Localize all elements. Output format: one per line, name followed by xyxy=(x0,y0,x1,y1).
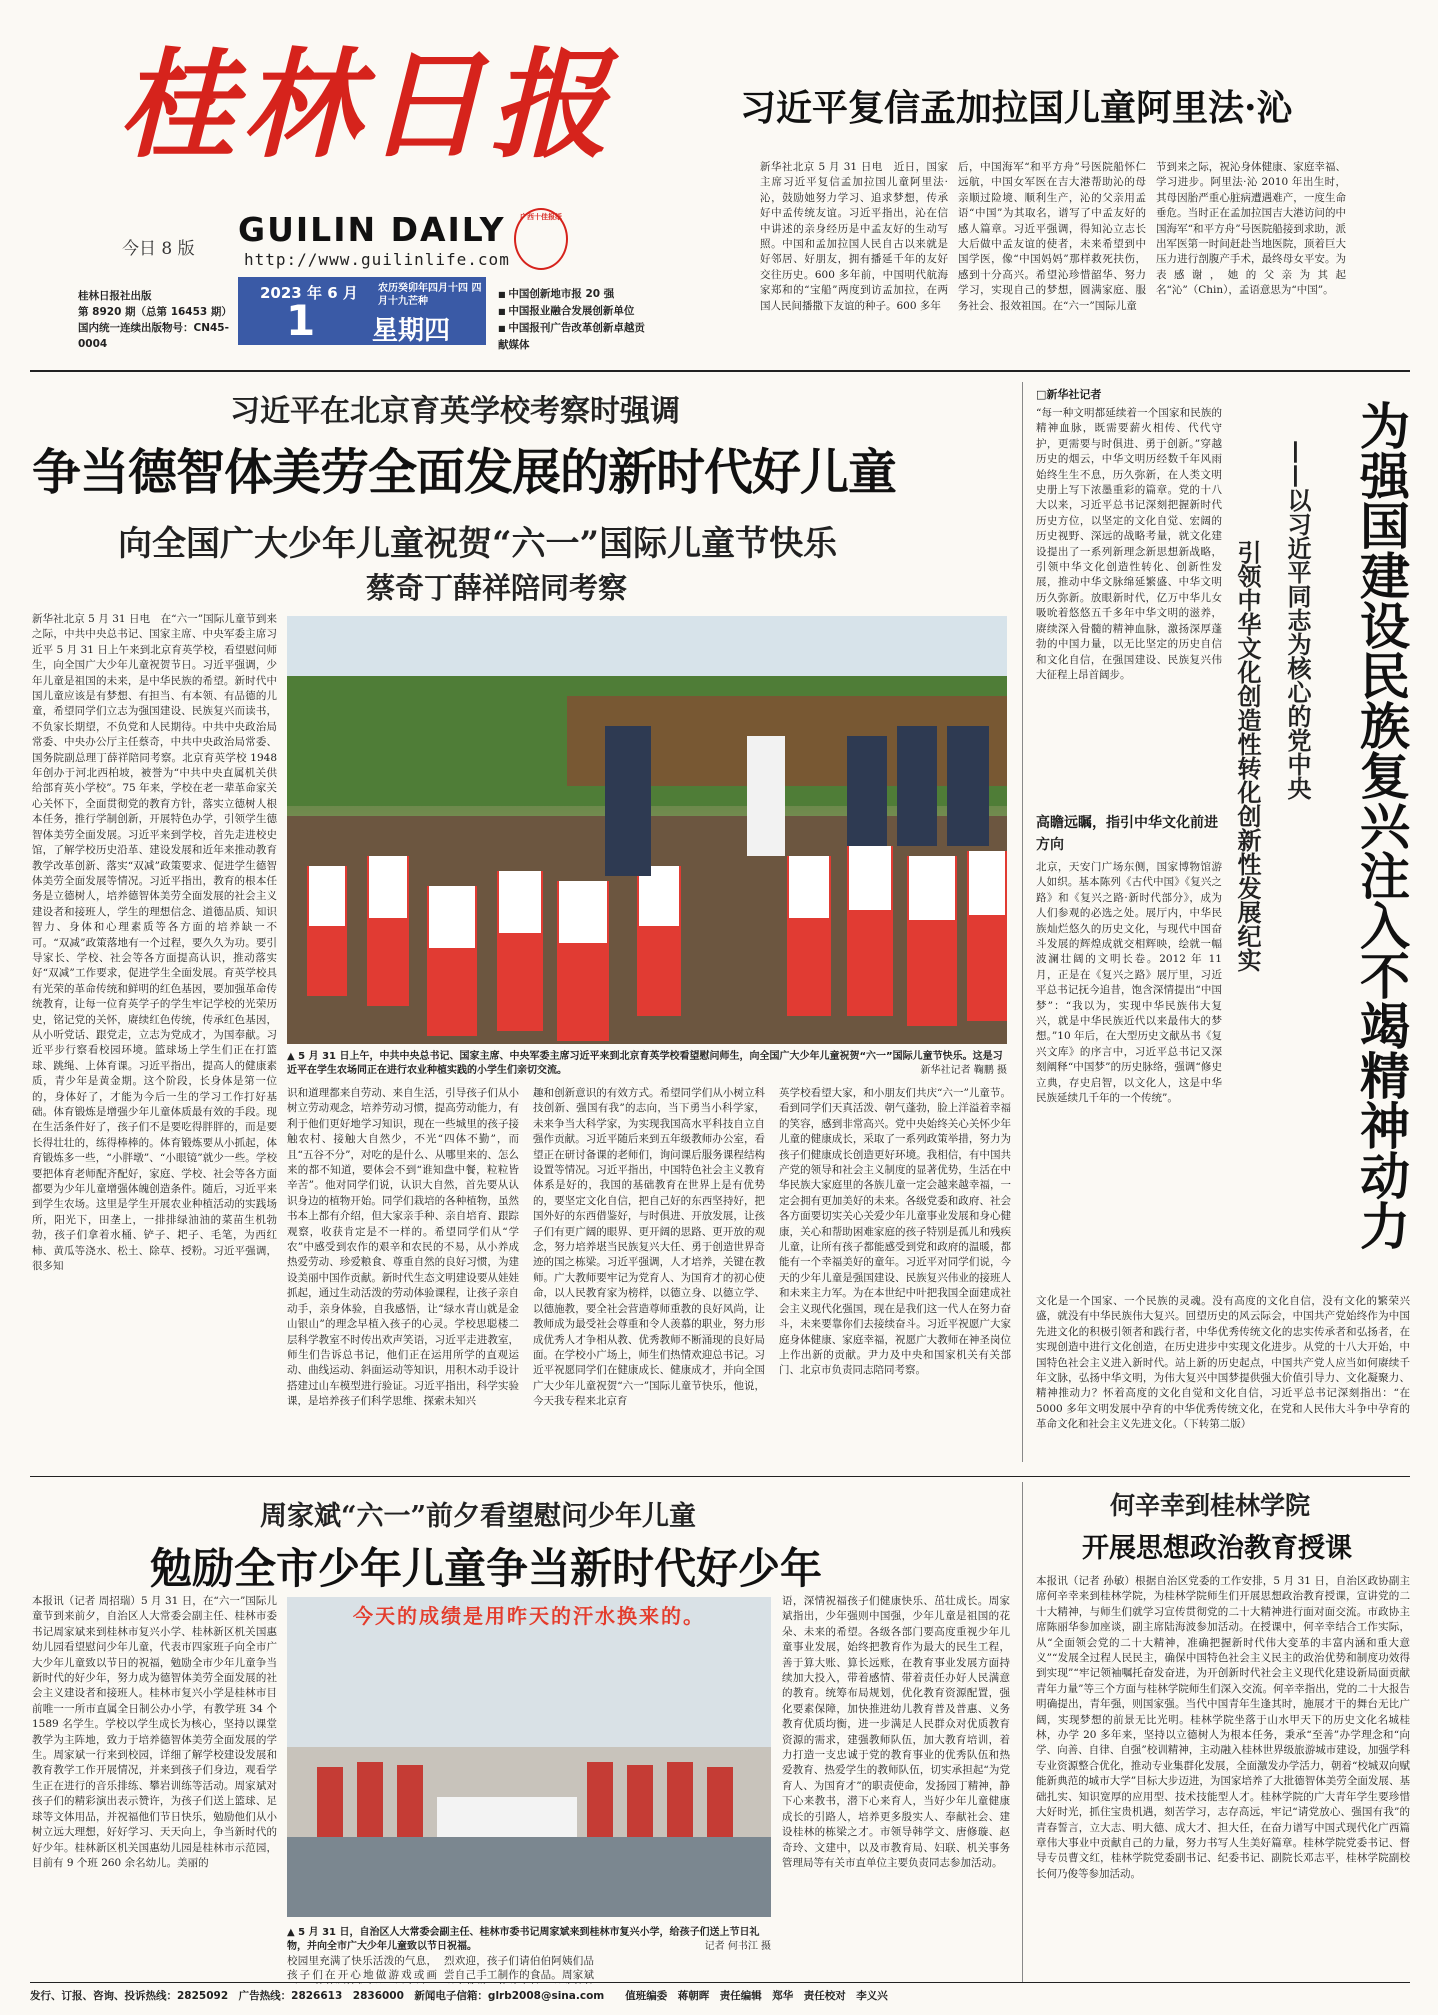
photo-credit: 新华社记者 鞠鹏 摄 xyxy=(920,1065,1007,1076)
badge-label: 广西十佳报纸 xyxy=(520,213,562,221)
lead-col1: 新华社北京 5 月 31 日电 在“六一”国际儿童节到来之际，中共中央总书记、国家主席、中央军委主席习近平 5 月 31 日上午来到北京育英学校，看望慰问师生，向全国广大少年儿童祝贺节日。习近平强调，少年儿童是祖国的未来，是中华民族的希望。新时代中国儿童应该是有梦想、有担当、有本领、有品德的儿童，希望同学们立志为强国建设、民族复兴而读书，不负家长期望，不负党和人民期待。中共中央政治局常委、中央办公厅主任蔡奇，中共中央政治局常委、国务院副总理丁薛祥陪同考察。北京育英学校 1948 年创办于河北西柏坡，被誉为“中共中央直属机关供给部育英小学校”。75 年来，学校在老一辈革命家关心关怀下，全面贯彻党的教育方针，落实立德树人根本任务，推行学制创新，开展特色办学，引领学生德智体美劳全面发展。习近平来到学校，首先走进校史馆，了解学校历史沿革、建设发展和近年来推动教育教学改革创新、落实“双减”政策要求、促进学生德智体美劳全面发展等情况。习近平指出，教育的根本任务是立德树人，培养德智体美劳全面发展的社会主义建设者和接班人，学生的理想信念、道德品质、知识智力、身体和心理素质等各方面的培养缺一不可。“双减”政策落地有一个过程，要久久为功。要引导家长、学校、社会等各方面提高认识，推动落实好“双减”工作要求，促进学生全面发展。育英学校具有光荣的革命传统和鲜明的红色基因，要加强革命传统教育，让每一位育英学子的学生牢记学校的光荣历史，铭记党的关怀，赓续红色传统，传承红色基因，从小听党话、跟党走，立志为党成才，为国奉献。习近平步行察看校园环境。篮球场上学生们正在打篮球、跳绳、上体育课。习近平指出，提高人的健康素质，青少年是黄金期。这个阶段，长身体是第一位的，身体好了，才能为今后一生的学习工作打好基础。体育锻炼是增强少年儿童体质最有效的手段。现在生活条件好了，孩子们不是要吃得胖胖的，而是要长得壮壮的，练得棒棒的。体育锻炼要从小抓起，体育锻炼多一些，“小胖墩”、“小眼镜”就少一些。学校要把体育老师配齐配好，家庭、学校、社会等各方面都要为少年儿童增强体魄创造条件。随后，习近平来到学生农场。这里是学生开展农业种植活动的实践场所，阳光下，田垄上，一排排绿油油的菜苗生机勃勃，孩子们拿着水桶、铲子、耙子、毛笔，为西红柿、黄瓜等浇水、松土、除草、授粉。习近平强调，很多知 xyxy=(32,613,277,1273)
lead-companions: 蔡奇丁薛祥陪同考察 xyxy=(366,571,628,605)
caption-text: ▲ 5 月 31 日，自治区人大常委会副主任、桂林市委书记周家斌来到桂林市复兴小学，给孩子们送上节日礼物，并向全市广大少年儿童致以节日祝福。 xyxy=(287,1927,760,1952)
top-story-col3: 节到来之际，祝沁身体健康、家庭幸福、学习进步。阿里法·沁 2010 年出生时，其母因胎严重心脏病遭遇难产，一度生命垂危。当时正在孟加拉国吉大港访问的中国海军“和平方舟”号医院船接到求助，派出军医第一时间赶赴当地医院，顶着巨大压力进行剖腹产手术，最终母女平安。为表感谢，她的父亲为其起名“沁”（Chin），孟语意思为“中国”。 xyxy=(1156,161,1346,297)
date-year-month: 2023 年 6 月 xyxy=(260,284,358,302)
feature-col2: 北京，天安门广场东侧，国家博物馆游人如织。基本陈列《古代中国》《复兴之路》和《复兴之路·新时代部分》，成为人们参观的必选之处。展厅内，中华民族灿烂悠久的历史文化，与现代中国奋斗发展的辉煌成就交相辉映，绘就一幅波澜壮阔的文明长卷。2012 年 11 月，正是在《复兴之路》展厅里，习近平总书记抚今追昔，饱含深情提出“中国梦”：“我以为，实现中华民族伟大复兴，就是中华民族近代以来最伟大的梦想。”10 年后，在大型历史文献丛书《复兴文库》的序言中，习近平总书记又深刻阐释“中国梦”的历史脉络，强调“修史立典，存史启智，以文化人，这是中华民族延续几千年的一个传统”。 xyxy=(1036,861,1222,1105)
footer-divider xyxy=(30,1982,1410,1983)
feature-wide-text: 文化是一个国家、一个民族的灵魂。没有高度的文化自信，没有文化的繁荣兴盛，就没有中华民族伟大复兴。回望历史的风云际会，中国共产党始终作为中国先进文化的积极引领者和践行者，中华优秀传统文化的忠实传承者和弘扬者，在实现创造中进行文化创造，在历史进步中实现文化进步。从党的十八大开始，中国特色社会主义进入新时代。站上新的历史起点，中国共产党人应当如何赓续千年文脉，弘扬中华文明，为伟大复兴中国梦提供强大价值引导力、文化凝聚力、精神推动力？怀着高度的文化自觉和文化自信，习近平总书记深刻指出：“在 5000 多年文明发展中孕育的中华优秀传统文化，在党和人民伟大斗争中孕育的革命文化和社会主义先进文化。（下转第二版） xyxy=(1036,1295,1410,1431)
honors-list xyxy=(498,286,648,353)
masthead-english: GUILIN DAILY xyxy=(238,210,506,249)
caption-text: ▲ 5 月 31 日上午，中共中央总书记、国家主席、中央军委主席习近平来到北京育英学校看望慰问师生，向全国广大少年儿童祝贺“六一”国际儿童节快乐。这是习近平在学生农场同正在进行农业种植实践的小学生们亲切交流。 xyxy=(287,1051,1003,1076)
he-body: 本报讯（记者 孙敏）根据自治区党委的工作安排，5 月 31 日，自治区政协副主席何辛幸来到桂林学院，为桂林学院师生们开展思想政治教育授课，宣讲党的二十大精神，与师生们就学习宣传贯彻党的二十大精神进行面对面交流。市政协主席陈丽华参加座谈，副主席陆海波参加活动。在授课中，何辛幸结合工作实际，从“全面领会党的二十大精神，准确把握新时代伟大变革的丰富内涵和重大意义”“发展全过程人民民主，确保中国特色社会主义民主的政治优势和制度功效得到实现”“牢记领袖嘱托奋发奋进，为开创新时代社会主义现代化建设新局面贡献青年力量”等三个方面与桂林学院师生们深入交流。何辛幸指出，党的二十大报告明确提出，青年强，则国家强。当代中国青年生逢其时，施展才干的舞台无比广阔，实现梦想的前景无比光明。桂林学院坐落于山水甲天下的历史文化名城桂林，办学 20 多年来，坚持以立德树人为根本任务，秉承“至善”办学理念和“向学、向善、自律、自强”校训精神，主动融入桂林世界级旅游城市建设，加强学科专业资源整合优化，推动专业集群化发展，全面激发办学活力，朝着“校城双向赋能新典范的城市大学”目标大步迈进，为国家培养了大批德智体美劳全面发展、基础扎实、知识宽厚的应用型、技术技能型人才。桂林学院的广大青年学生要珍惜大好时光，抓住宝贵机遇，刻苦学习，志存高远，牢记“请党放心、强国有我”的青春誓言，立大志、明大德、成大才、担大任，在奋力谱写中国式现代化广西篇章伟大事业中贡献自己的力量，努力书写人生美好篇章。桂林学院党委书记、督导专员曹文红，桂林学院党委副书记、纪委书记、副院长邓志平，桂林学院副校长何乃俊等参加活动。 xyxy=(1036,1575,1410,1880)
zhou-col4: 语，深情祝福孩子们健康快乐、茁壮成长。周家斌指出，少年强则中国强，少年儿童是祖国的花朵、未来的希望。各级各部门要高度重视少年儿童事业发展，始终把教育作为最大的民生工程，善于算大账、算长远账，在教育事业发展方面持续加大投入，带着感情、带着责任办好人民满意的教育。统筹布局规划，优化教育资源配置，强化要素保障，加快推进幼儿教育普及普惠、义务教育优质均衡，进一步满足人民群众对优质教育资源的需求，建强教师队伍，加大教育培训，着力打造一支忠诚于党的教育事业的优秀队伍和热爱教育、热爱学生的教师队伍，切实承担起“为党育人、为国育才”的职责使命，发扬园丁精神，静下心来教书，潜下心来育人，当好少年儿童健康成长的引路人，培养更多殷实人、奉献社会、建设桂林的栋梁之才。市领导韩学文、唐修璇、赵奇玲、文建中，以及市教育局、妇联、机关事务管理局等有关市直单位主要负责同志参加活动。 xyxy=(782,1595,1010,1869)
zhou-photo-banner: 今天的成绩是用昨天的汗水换来的。 xyxy=(353,1604,705,1628)
masthead-url[interactable]: http://www.guilinlife.com xyxy=(244,250,510,269)
date-lunar: 农历癸卯年四月十四 四月十九芒种 xyxy=(378,283,482,307)
honor-item: ■ 中国报刊广告改革创新卓越贡献媒体 xyxy=(498,320,648,353)
feature-section-head: 高瞻远瞩，指引中华文化前进方向 xyxy=(1036,815,1218,853)
lead-subheadline: 向全国广大少年儿童祝贺“六一”国际儿童节快乐 xyxy=(118,524,838,564)
photo-credit: 记者 何书江 摄 xyxy=(704,1941,771,1952)
column-divider xyxy=(1022,382,1023,1462)
footer-info: 发行、订报、咨询、投诉热线：2825092 广告热线：2826613 2836000 新闻电子信箱：glrb2008@sina.com 值班编委 蒋朝晖 责任编辑 郑华 责任校对 李义兴 xyxy=(30,1990,888,2002)
cn-number: 国内统一连续出版物号：CN45-0004 xyxy=(78,322,229,350)
lead-photo xyxy=(287,616,1007,1044)
lead-headline: 争当德智体美劳全面发展的新时代好儿童 xyxy=(32,443,897,501)
anniversary-badge-icon xyxy=(514,208,568,270)
feature-byline: □新华社记者 xyxy=(1036,388,1102,401)
column-divider xyxy=(1022,1482,1023,1982)
lead-col3: 趣和创新意识的有效方式。希望同学们从小树立科技创新、强国有我”的志向，当下勇当小科学家，未来争当大科学家，为实现我国高水平科技自立自强作贡献。习近平随后来到五年级教师办公室，看望正在研讨备课的老师们，询问课后服务课程结构设置等情况。习近平指出，中国特色社会主义教育体系是好的，我国的基础教育在世界上是有优势的，要坚定文化自信，把自己好的东西坚持好，把国外好的东西借鉴好，与时俱进、开放发展，让孩子们有更广阔的眼界、更开阔的思路、更开放的观念，努力培养堪当民族复兴大任、勇于创造世界奇迹的国之栋梁。习近平强调，人才培养，关键在教师。广大教师要牢记为党育人、为国育才的初心使命，以人民教育家为榜样，以德立身、以德立学、以德施教，要全社会营造尊师重教的良好风尚，让教师成为最受社会尊重和令人羡慕的职业，努力形成优秀人才争相从教、优秀教师不断涌现的良好局面。在学校小广场上，师生们热情欢迎总书记。习近平祝愿同学们在健康成长、健康成才，并向全国广大少年儿童祝贺“六一”国际儿童节快乐，他说，今天我专程来北京育 xyxy=(533,1087,765,1408)
zhou-col2: 校园里充满了快乐活泼的气息，孩子们在开心地做游戏或画 xyxy=(287,1955,437,1981)
date-weekday: 星期四 xyxy=(372,316,451,346)
feature-subtitle-2: 引领中华文化创造性转化创新性发展纪实 xyxy=(1233,540,1262,972)
feature-subtitle: ——以习近平同志为核心的党中央 xyxy=(1283,440,1312,800)
lead-col2: 识和道理都来自劳动、来自生活，引导孩子们从小树立劳动观念，培养劳动习惯，提高劳动能力，有利于他们更好地学习知识，现在一些城里的孩子接触农村、接触大自然少，不光“四体不勤”，而且“五谷不分”，对吃的是什么、从哪里来的、怎么来的都不知道，要体会不到“谁知盘中餐，粒粒皆辛苦”。他对同学们说，认识大自然，首先要从认识身边的植物开始。同学们栽培的各种植物，虽然书本上都有介绍，但大家亲手种、亲自培育、跟踪观察，收获肯定是不一样的。希望同学们从“学农”中感受到农作的艰辛和农民的不易，从小养成热爱劳动、珍爱粮食、尊重自然的良好习惯，为建设美丽中国作贡献。新时代生态文明建设要从娃娃抓起，通过生动活泼的劳动体验课程，让孩子亲自动手，亲身体验，自我感悟，让“绿水青山就是金山银山”的理念早植入孩子的心灵。学校思聪楼二层科学教室不时传出欢声笑语，习近平走进教室，师生们告诉总书记，他们正在运用所学的直观运动、曲线运动、斜面运动等知识，用积木动手设计搭建过山车模型进行验证。习近平指出，科学实验课，是培养孩子们科学思维、探索未知兴 xyxy=(287,1087,519,1408)
zhou-col1: 本报讯（记者 周招瑞）5 月 31 日，在“六一”国际儿童节到来前夕，自治区人大常委会副主任、桂林市委书记周家斌来到桂林市复兴小学、桂林新区机关国惠幼儿园看望慰问少年儿童，代表市四家班子向全市广大少年儿童致以节日的祝福，勉励全市少年儿童争当新时代的好少年，努力成为德智体美劳全面发展的社会主义建设者和接班人。桂林市复兴小学是桂林市目前唯一一所市直属全日制公办小学，有教学班 34 个 1589 名学生。学校以学生成长为核心，坚持以课堂教学为主阵地，致力于培养德智体美劳全面发展的学生。周家斌一行来到校园，详细了解学校建设发展和教育教学工作开展情况，并来到孩子们身边，观看学生正在进行的音乐排练、攀岩训练等活动。周家斌对孩子们的精彩演出表示赞许，为孩子们送上篮球、足球等文体用品，并祝福他们节日快乐，勉励他们从小树立远大理想，好好学习、天天向上，争当新时代的好少年。桂林新区机关国惠幼儿园是桂林市示范园，目前有 9 个班 260 余名幼儿。美丽的 xyxy=(32,1595,277,1869)
zhou-kicker: 周家斌“六一”前夕看望慰问少年儿童 xyxy=(260,1501,697,1532)
top-story-col1: 新华社北京 5 月 31 日电 近日，国家主席习近平复信孟加拉国儿童阿里法·沁，鼓励她努力学习、追求梦想，传承好中孟传统友谊。习近平指出，沁在信中讲述的亲身经历是中孟友好的生动写照。中国和孟加拉国人民自古以来就是好邻居、好朋友，拥有播延千年的友好交往历史。600 多年前，中国明代航海家郑和的“宝船”两度到访孟加拉，在两国人民间播撒下友谊的种子。600 多年 xyxy=(760,161,948,312)
divider xyxy=(30,370,1410,372)
honor-item: ■ 中国报业融合发展创新单位 xyxy=(498,303,648,320)
zhou-photo-caption xyxy=(287,1926,771,1954)
publisher-info xyxy=(78,288,238,352)
edition-count: 今日 8 版 xyxy=(122,239,195,259)
he-kicker: 何辛幸到桂林学院 xyxy=(1110,1491,1311,1520)
zhou-photo-illustration xyxy=(287,1597,771,1917)
lead-photo-illustration xyxy=(287,616,1007,1044)
zhou-col3: 烈欢迎，孩子们请伯伯阿姨们品尝自己手工制作的食品。周家斌 xyxy=(444,1955,594,1981)
lead-col4: 英学校看望大家，和小朋友们共庆“六一”儿童节。看到同学们天真活泼、朝气蓬勃，脸上洋溢着幸福的笑容，感到非常高兴。党中央始终关心关怀少年儿童的健康成长，采取了一系列政策举措，努力为孩子们健康成长创造更好环境。我相信，有中国共产党的领导和社会主义制度的显著优势，生活在中华民族大家庭里的各族儿童一定会越来越幸福，一定会拥有更加美好的未来。各级党委和政府、社会各方面要切实关心关爱少年儿童事业发展和身心健康，关心和帮助困难家庭的孩子特别是孤儿和残疾儿童，让所有孩子都能感受到党和政府的温暖，都能有一个幸福美好的童年。习近平对同学们说，今天的少年儿童是强国建设、民族复兴伟业的接班人和未来主力军。为在本世纪中叶把我国全面建成社会主义现代化强国，现在是我们这一代人在努力奋斗，未来要靠你们去接续奋斗。习近平祝愿广大家庭身体健康、家庭幸福，祝愿广大教师在神圣岗位上作出新的贡献。尹力及中央和国家机关有关部门、北京市负责同志陪同考察。 xyxy=(779,1087,1011,1377)
honor-item: ■ 中国创新地市报 20 强 xyxy=(498,286,648,303)
issue-number: 第 8920 期（总第 16453 期） xyxy=(78,306,232,318)
zhou-photo xyxy=(287,1597,771,1917)
publisher: 桂林日报社出版 xyxy=(78,290,152,302)
divider xyxy=(30,1476,1410,1477)
date-day: 1 xyxy=(286,296,316,345)
lead-kicker: 习近平在北京育英学校考察时强调 xyxy=(230,394,680,429)
feature-col1: “每一种文明都延续着一个国家和民族的精神血脉，既需要薪火相传、代代守护，更需要与时俱进、勇于创新。”穿越历史的烟云，中华文明历经数千年风雨始终生生不息，历久弥新，在人类文明史册上写下浓墨重彩的篇章。党的十八大以来，习近平总书记深刻把握新时代历史方位，以坚定的文化自觉、宏阔的历史视野、深远的战略考量，就文化建设提出了一系列新理念新思想新战略，引领中华文化创造性转化、创新性发展，推动中华文脉绵延繁盛、中华文明历久弥新。放眼新时代，亿万中华儿女吸吮着悠悠五千多年中华文明的滋养，赓续深入骨髓的精神血脉，激扬深厚蓬勃的中国力量，以无比坚定的历史自信和文化自信，在强国建设、民族复兴伟大征程上昂首阔步。 xyxy=(1036,407,1222,681)
zhou-headline: 勉励全市少年儿童争当新时代好少年 xyxy=(150,1544,823,1593)
masthead-logo: 桂林日报 xyxy=(118,35,615,174)
top-story-col2: 后，中国海军“和平方舟”号医院船怀仁远航，中国女军医在吉大港帮助沁的母亲顺过险境、顺利生产，沁的父亲用孟语“中国”为其取名，谱写了中孟友好的感人篇章。习近平强调，得知沁立志长大后做中孟友谊的使者，未来希望到中国学医，像“中国妈妈”那样救死扶伤，感到十分高兴。希望沁珍惜韶华、努力学习，实现自己的梦想，圆满家庭、服务社会、报效祖国。在“六一”国际儿童 xyxy=(958,161,1146,312)
he-headline: 开展思想政治教育授课 xyxy=(1082,1533,1352,1564)
top-story-headline: 习近平复信孟加拉国儿童阿里法·沁 xyxy=(740,87,1293,129)
lead-photo-caption xyxy=(287,1050,1007,1078)
feature-title: 为强国建设民族复兴注入不竭精神动力 xyxy=(1352,400,1411,1250)
